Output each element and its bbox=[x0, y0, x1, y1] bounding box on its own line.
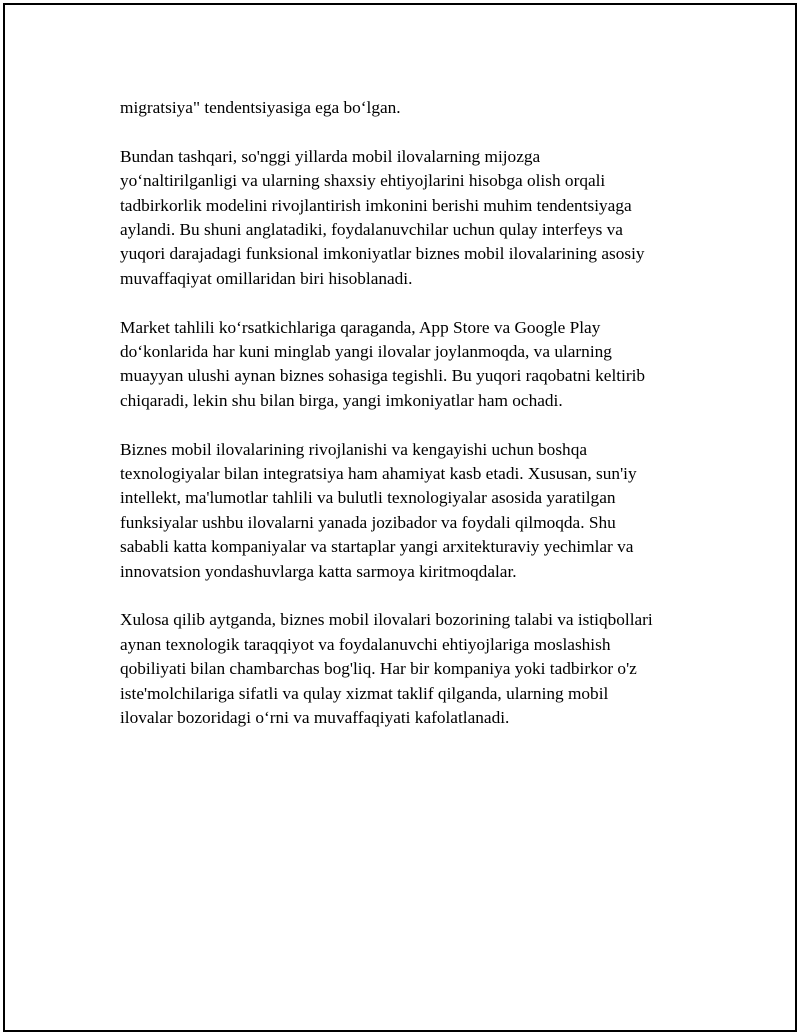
paragraph-line: migratsiya" tendentsiyasiga ega bo‘lgan. bbox=[120, 98, 401, 117]
paragraph-line: yuqori darajadagi funksional imkoniyatlar biznes mobil ilovalarining asosiy bbox=[120, 244, 645, 264]
paragraph-line: Bundan tashqari, so'nggi yillarda mobil ilovalarning mijozga bbox=[120, 146, 541, 166]
paragraph-line: Biznes mobil ilovalarining rivojlanishi va kengayishi uchun boshqa bbox=[120, 439, 587, 459]
document-body bbox=[120, 96, 710, 755]
paragraph-line: muayyan ulushi aynan biznes sohasiga tegishli. Bu yuqori raqobatni keltirib bbox=[120, 366, 646, 386]
paragraph-line: qobiliyati bilan chambarchas bog'liq. Har bir kompaniya yoki tadbirkor o'z bbox=[120, 659, 637, 679]
document-page bbox=[3, 3, 797, 1032]
paragraph-4 bbox=[120, 438, 710, 584]
paragraph-3 bbox=[120, 316, 710, 414]
paragraph-5 bbox=[120, 608, 710, 730]
paragraph-line: aynan texnologik taraqqiyot va foydalanuvchi ehtiyojlariga moslashish bbox=[120, 634, 611, 654]
paragraph-line: funksiyalar ushbu ilovalarni yanada jozibador va foydali qilmoqda. Shu bbox=[120, 512, 616, 532]
paragraph-line: intellekt, ma'lumotlar tahlili va bulutli texnologiyalar asosida yaratilgan bbox=[120, 488, 616, 508]
paragraph-line: tadbirkorlik modelini rivojlantirish imkonini berishi muhim tendentsiyaga bbox=[120, 195, 632, 215]
paragraph-line: ilovalar bozoridagi o‘rni va muvaffaqiyati kafolatlanadi. bbox=[120, 708, 510, 728]
paragraph-line: Xulosa qilib aytganda, biznes mobil ilovalari bozorining talabi va istiqbollari bbox=[120, 610, 653, 630]
paragraph-line: do‘konlarida har kuni minglab yangi ilovalar joylanmoqda, va ularning bbox=[120, 342, 612, 362]
paragraph-line: sababli katta kompaniyalar va startaplar yangi arxitekturaviy yechimlar va bbox=[120, 537, 634, 557]
paragraph-line: iste'molchilariga sifatli va qulay xizmat taklif qilganda, ularning mobil bbox=[120, 683, 609, 703]
paragraph-1 bbox=[120, 96, 710, 120]
paragraph-2 bbox=[120, 145, 710, 291]
paragraph-line: muvaffaqiyat omillaridan biri hisoblanadi. bbox=[120, 268, 413, 288]
paragraph-line: Market tahlili ko‘rsatkichlariga qaraganda, App Store va Google Play bbox=[120, 317, 601, 337]
paragraph-line: innovatsion yondashuvlarga katta sarmoya kiritmoqdalar. bbox=[120, 561, 517, 581]
paragraph-line: chiqaradi, lekin shu bilan birga, yangi imkoniyatlar ham ochadi. bbox=[120, 390, 563, 410]
paragraph-line: yo‘naltirilganligi va ularning shaxsiy ehtiyojlarini hisobga olish orqali bbox=[120, 171, 606, 191]
paragraph-line: texnologiyalar bilan integratsiya ham ahamiyat kasb etadi. Xususan, sun'iy bbox=[120, 464, 637, 484]
paragraph-line: aylandi. Bu shuni anglatadiki, foydalanuvchilar uchun qulay interfeys va bbox=[120, 220, 623, 240]
